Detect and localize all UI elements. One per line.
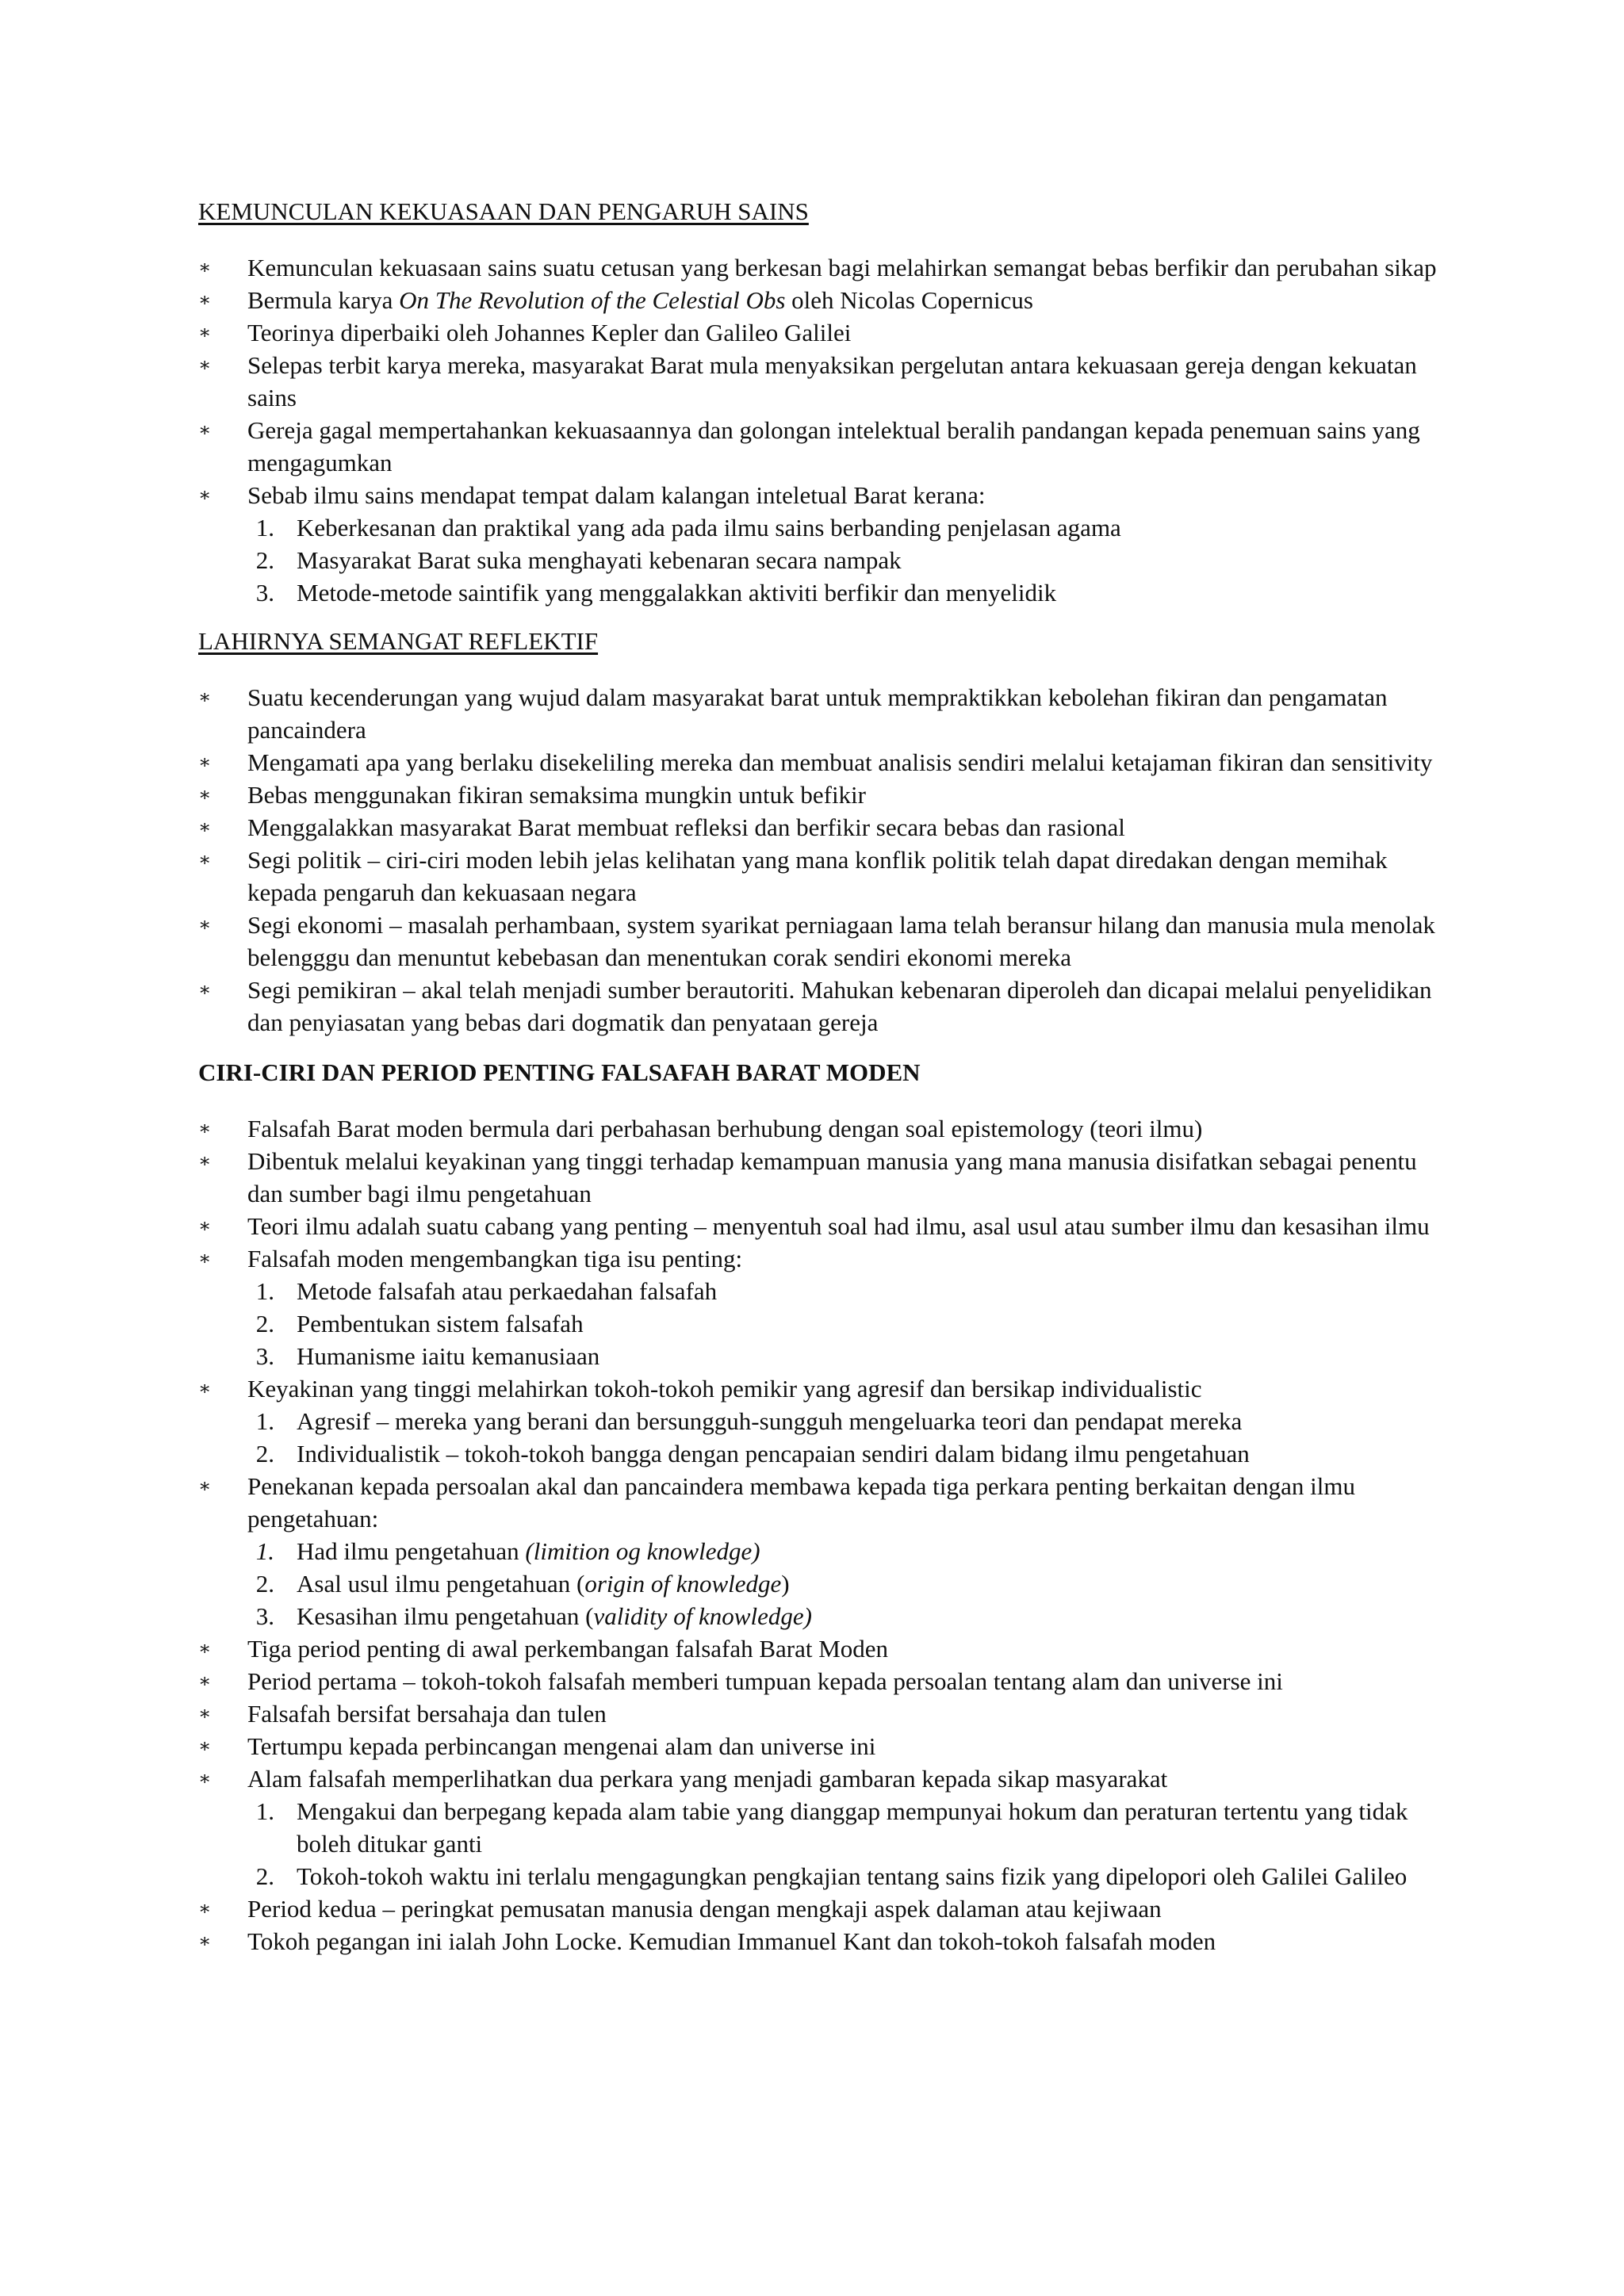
numbered-item: 2. Tokoh-tokoh waktu ini terlalu mengagungkan pengkajian tentang sains fizik yang dipelopori oleh Galilei Galileo (255, 1862, 1408, 1890)
numbered-item: 3. Humanisme iaitu kemanusiaan (255, 1342, 600, 1370)
numbered-list (198, 1405, 1451, 1470)
list-item: ∗ Tokoh pegangan ini ialah John Locke. Kemudian Immanuel Kant dan tokoh-tokoh falsafah moden (198, 1925, 1451, 1957)
asterisk-bullet-icon: ∗ (198, 1671, 212, 1692)
asterisk-bullet-icon: ∗ (198, 915, 212, 936)
asterisk-bullet-icon: ∗ (198, 687, 212, 708)
asterisk-bullet-icon: ∗ (198, 258, 212, 278)
bullet-list-reflektif (198, 681, 1451, 1039)
list-item: ∗ Period kedua – peringkat pemusatan manusia dengan mengkaji aspek dalaman atau kejiwaan (198, 1892, 1451, 1925)
list-item: ∗ Mengamati apa yang berlaku disekeliling mereka dan membuat analisis sendiri melalui ketajaman fikiran dan sensitivity (198, 746, 1451, 779)
asterisk-bullet-icon: ∗ (198, 1151, 212, 1172)
bullet-list-ciri-ciri-d (198, 1632, 1451, 1795)
list-item: ∗ Segi pemikiran – akal telah menjadi sumber berautoriti. Mahukan kebenaran diperoleh dan dicapai melalui penyelidikan dan penyiasatan yang bebas dari dogmatik dan penyataan gereja (198, 976, 1432, 1036)
book-title: On The Revolution of the Celestial Obs (399, 286, 786, 314)
asterisk-bullet-icon: ∗ (198, 752, 212, 773)
asterisk-bullet-icon: ∗ (198, 1476, 212, 1497)
asterisk-bullet-icon: ∗ (198, 850, 212, 871)
bullet-list-kemunculan (198, 251, 1451, 511)
list-item: ∗ Tiga period penting di awal perkembangan falsafah Barat Moden (198, 1632, 1451, 1665)
list-item: ∗ Falsafah moden mengembangkan tiga isu penting: (198, 1242, 1451, 1275)
asterisk-bullet-icon: ∗ (198, 1639, 212, 1659)
list-item: ∗ Menggalakkan masyarakat Barat membuat refleksi dan berfikir secara bebas dan rasional (198, 811, 1451, 844)
numbered-item: 1. Had ilmu pengetahuan (limition og knowledge) (255, 1537, 760, 1565)
list-item: ∗ Segi politik – ciri-ciri moden lebih jelas kelihatan yang mana konflik politik telah dapat diredakan dengan memihak kepada pengaruh dan kekuasaan negara (198, 846, 1388, 906)
numbered-list (198, 1275, 1451, 1372)
asterisk-bullet-icon: ∗ (198, 355, 212, 376)
asterisk-bullet-icon: ∗ (198, 817, 212, 838)
numbered-item: 1. Metode falsafah atau perkaedahan falsafah (255, 1277, 718, 1305)
section-title-kemunculan: KEMUNCULAN KEKUASAAN DAN PENGARUH SAINS (198, 197, 809, 225)
section-title-ciri-ciri: CIRI-CIRI DAN PERIOD PENTING FALSAFAH BARAT MODEN (198, 1058, 921, 1086)
asterisk-bullet-icon: ∗ (198, 1379, 212, 1399)
asterisk-bullet-icon: ∗ (198, 785, 212, 806)
numbered-item: 2. Masyarakat Barat suka menghayati kebenaran secara nampak (255, 546, 902, 574)
list-item: ∗ Teorinya diperbaiki oleh Johannes Kepler dan Galileo Galilei (198, 316, 1451, 349)
asterisk-bullet-icon: ∗ (198, 1704, 212, 1724)
list-item: ∗ Period pertama – tokoh-tokoh falsafah memberi tumpuan kepada persoalan tentang alam dan universe ini (198, 1665, 1451, 1697)
list-item: ∗ Gereja gagal mempertahankan kekuasaannya dan golongan intelektual beralih pandangan kepada penemuan sains yang mengagumkan (198, 416, 1420, 476)
numbered-item: 1. Mengakui dan berpegang kepada alam tabie yang dianggap mempunyai hokum dan peraturan tertentu yang tidak boleh ditukar ganti (255, 1797, 1408, 1858)
list-item: ∗ Penekanan kepada persoalan akal dan pancaindera membawa kepada tiga perkara penting berkaitan dengan ilmu pengetahuan: (198, 1472, 1355, 1533)
list-item: ∗ Suatu kecenderungan yang wujud dalam masyarakat barat untuk mempraktikkan kebolehan fikiran dan pengamatan pancaindera (198, 683, 1388, 744)
list-item: ∗ Dibentuk melalui keyakinan yang tinggi terhadap kemampuan manusia yang mana manusia disifatkan sebagai penentu dan sumber bagi ilmu pengetahuan (198, 1147, 1417, 1207)
asterisk-bullet-icon: ∗ (198, 420, 212, 441)
numbered-list (198, 1795, 1451, 1892)
list-item: ∗ Segi ekonomi – masalah perhambaan, system syarikat perniagaan lama telah beransur hilang dan manusia mula menolak belengggu dan menuntut kebebasan dan menentukan corak sendiri ekonomi mereka (198, 911, 1435, 971)
asterisk-bullet-icon: ∗ (198, 323, 212, 343)
list-item: ∗ Bermula karya On The Revolution of the Celestial Obs oleh Nicolas Copernicus (198, 284, 1451, 316)
numbered-list (198, 1535, 1451, 1632)
asterisk-bullet-icon: ∗ (198, 1119, 212, 1139)
list-item: ∗ Tertumpu kepada perbincangan mengenai alam dan universe ini (198, 1730, 1451, 1762)
numbered-item: 1. Agresif – mereka yang berani dan bersungguh-sungguh mengeluarka teori dan pendapat mereka (255, 1407, 1243, 1435)
bullet-list-ciri-ciri-c (198, 1470, 1451, 1535)
numbered-item: 2. Individualistik – tokoh-tokoh bangga dengan pencapaian sendiri dalam bidang ilmu pengetahuan (255, 1440, 1250, 1468)
numbered-item: 3. Kesasihan ilmu pengetahuan (validity of knowledge) (255, 1602, 812, 1630)
asterisk-bullet-icon: ∗ (198, 1249, 212, 1269)
list-item: ∗ Alam falsafah memperlihatkan dua perkara yang menjadi gambaran kepada sikap masyarakat (198, 1762, 1451, 1795)
list-item: ∗ Kemunculan kekuasaan sains suatu cetusan yang berkesan bagi melahirkan semangat bebas berfikir dan perubahan sikap (198, 251, 1451, 284)
list-item: ∗ Teori ilmu adalah suatu cabang yang penting – menyentuh soal had ilmu, asal usul atau sumber ilmu dan kesasihan ilmu (198, 1210, 1451, 1242)
asterisk-bullet-icon: ∗ (198, 1931, 212, 1952)
bullet-list-ciri-ciri-a (198, 1112, 1451, 1275)
list-item: ∗ Keyakinan yang tinggi melahirkan tokoh-tokoh pemikir yang agresif dan bersikap individualistic (198, 1372, 1451, 1405)
list-item: ∗ Selepas terbit karya mereka, masyarakat Barat mula menyaksikan pergelutan antara kekuasaan gereja dengan kekuatan sains (198, 351, 1417, 411)
bullet-list-ciri-ciri-e (198, 1892, 1451, 1957)
list-item: ∗ Falsafah Barat moden bermula dari perbahasan berhubung dengan soal epistemology (teori ilmu) (198, 1112, 1451, 1145)
numbered-item: 3. Metode-metode saintifik yang menggalakkan aktiviti berfikir dan menyelidik (255, 579, 1057, 607)
numbered-item: 2. Pembentukan sistem falsafah (255, 1310, 584, 1337)
bullet-list-ciri-ciri-b (198, 1372, 1451, 1405)
document-page (198, 195, 1451, 1957)
list-item: ∗ Bebas menggunakan fikiran semaksima mungkin untuk befikir (198, 779, 1451, 811)
list-item: ∗ Sebab ilmu sains mendapat tempat dalam kalangan inteletual Barat kerana: (198, 479, 1451, 511)
numbered-item: 2. Asal usul ilmu pengetahuan (origin of knowledge) (255, 1570, 790, 1598)
asterisk-bullet-icon: ∗ (198, 1216, 212, 1237)
asterisk-bullet-icon: ∗ (198, 1736, 212, 1757)
asterisk-bullet-icon: ∗ (198, 1899, 212, 1919)
numbered-list (198, 511, 1451, 609)
section-title-reflektif: LAHIRNYA SEMANGAT REFLEKTIF (198, 627, 599, 655)
numbered-item: 1. Keberkesanan dan praktikal yang ada pada ilmu sains berbanding penjelasan agama (255, 514, 1121, 541)
asterisk-bullet-icon: ∗ (198, 980, 212, 1001)
asterisk-bullet-icon: ∗ (198, 485, 212, 506)
asterisk-bullet-icon: ∗ (198, 1769, 212, 1789)
asterisk-bullet-icon: ∗ (198, 290, 212, 311)
list-item: ∗ Falsafah bersifat bersahaja dan tulen (198, 1697, 1451, 1730)
